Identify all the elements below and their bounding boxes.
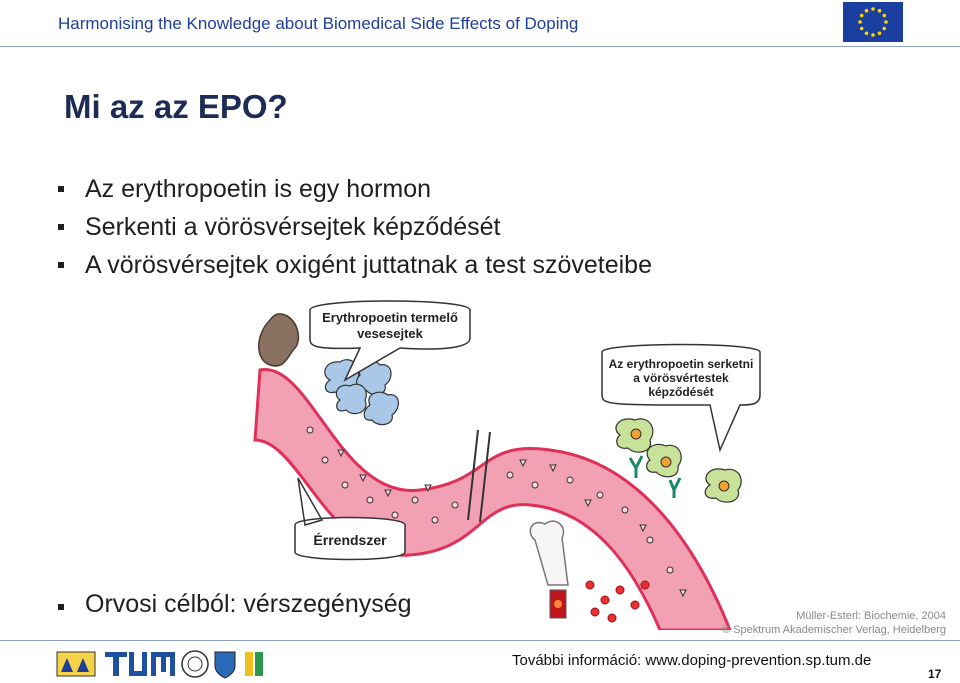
- bone-icon: [530, 521, 568, 618]
- bubble-kidney-line1: Erythropoetin termelő: [322, 310, 458, 325]
- kidney-icon: [259, 314, 299, 366]
- bubble-marrow-line1: Az erythropoetin serketni: [608, 357, 754, 371]
- bullet-list: [55, 170, 652, 284]
- footer-info: További információ: www.doping-prevention.sp.tum.de: [512, 652, 872, 669]
- footer-divider: [0, 640, 960, 641]
- slide-title: Mi az az EPO?: [64, 88, 288, 125]
- page-number: 17: [928, 667, 942, 681]
- bullet-item: Serkenti a vörösvérsejtek képződését: [55, 208, 652, 246]
- header-title: Harmonising the Knowledge about Biomedical Side Effects of Doping: [58, 14, 579, 33]
- bottom-bullet: Orvosi célból: vérszegénység: [55, 590, 412, 619]
- seal-icon: [182, 651, 208, 677]
- bubble-kidney-line2: vesesejtek: [357, 326, 423, 341]
- image-credit-source: Müller-Esterl: Biochemie, 2004: [796, 610, 946, 622]
- tum-logo-icon: [105, 652, 175, 676]
- bullet-item: Az erythropoetin is egy hormon: [55, 170, 652, 208]
- eu-flag-icon: [843, 2, 903, 42]
- footer-logos: [55, 646, 285, 680]
- bubble-vessel-label: Érrendszer: [313, 532, 387, 548]
- partner-logo-icon: [245, 652, 263, 676]
- shield-logo-icon: [215, 652, 235, 678]
- epo-illustration: [250, 300, 770, 630]
- slide-header: [0, 0, 960, 48]
- university-crest-icon: [57, 652, 95, 676]
- bubble-marrow-line3: képződését: [648, 385, 714, 399]
- header-divider: [0, 46, 960, 47]
- image-credit-copyright: © Spektrum Akademischer Verlag, Heidelberg: [722, 624, 946, 636]
- bubble-marrow-line2: a vörösvértestek: [633, 371, 729, 385]
- bullet-item: A vörösvérsejtek oxigént juttatnak a test szöveteibe: [55, 246, 652, 284]
